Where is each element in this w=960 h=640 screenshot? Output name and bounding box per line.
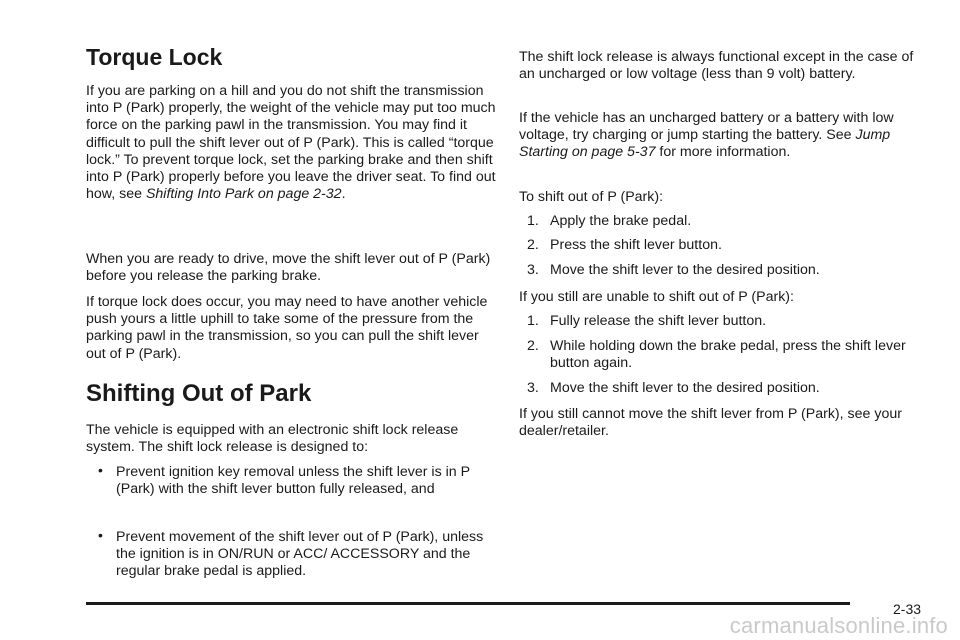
shifting-into-park-reference[interactable]: Shifting Into Park on page 2-32: [145, 186, 342, 203]
list-item: [519, 380, 931, 397]
shift-lock-release-paragraph: The shift lock release is always functional except in the case of an uncharged or low voltage (less than 9 volt) battery.: [519, 49, 914, 83]
list-item-number: 1.: [527, 213, 539, 229]
list-item-number: 3.: [527, 262, 539, 278]
uncharged-battery-end: for more information.: [655, 144, 791, 161]
list-item: [519, 213, 931, 230]
torque-lock-paragraph-1: [86, 83, 498, 203]
list-item-text: Apply the brake pedal.: [550, 213, 692, 229]
uncharged-battery-paragraph: [519, 110, 931, 162]
section-heading-torque-lock: Torque Lock: [86, 44, 223, 70]
torque-lock-paragraph-1-end: .: [341, 186, 346, 203]
list-item-text: Move the shift lever to the desired position.: [550, 380, 820, 396]
list-item: [519, 262, 931, 279]
list-item: [519, 237, 931, 254]
torque-lock-paragraph-1-text: If you are parking on a hill and you do not shift the transmission into P (Park) properly, the weight of the vehicle may put too much force on the parking pawl in the transmission. You may find it difficult to pull the shift lever out of P (Park). This is called “torque lock.” To prevent torque lock, set the parking brake and then shift into P (Park) properly before you leave the driver seat. To find out how, see: [86, 83, 496, 203]
bullet-icon: •: [98, 462, 103, 478]
page-number: 2-33: [893, 601, 922, 617]
list-item-number: 2.: [527, 338, 539, 354]
bullet-text: Prevent movement of the shift lever out of P (Park), unless the ignition is in ON/RUN or ACC/ ACCESSORY and the regular brake pedal is applied.: [116, 529, 484, 580]
watermark: carmanualsonline.info: [729, 613, 948, 638]
torque-lock-paragraph-3: If torque lock does occur, you may need to have another vehicle push yours a little uphill to take some of the pressure from the parking pawl in the transmission, so you can pull the shift lever out of P (Park).: [86, 294, 488, 362]
footer-rule: [86, 602, 850, 605]
list-item: [519, 338, 931, 372]
shift-out-list-intro: To shift out of P (Park):: [519, 189, 664, 205]
list-item-number: 3.: [527, 380, 539, 396]
list-item-text: Press the shift lever button.: [550, 237, 722, 253]
bullet-text: Prevent ignition key removal unless the shift lever is in P (Park) with the shift lever button fully released, and: [116, 464, 470, 498]
bullet-item: [86, 529, 498, 581]
uncharged-battery-text: If the vehicle has an uncharged battery or a battery with low voltage, try charging or jump starting the battery. See: [519, 110, 894, 144]
list-item-text: Move the shift lever to the desired position.: [550, 262, 820, 278]
list-item-text: Fully release the shift lever button.: [550, 313, 767, 329]
shifting-out-intro: The vehicle is equipped with an electronic shift lock release system. The shift lock release is designed to:: [86, 422, 459, 456]
jump-starting-reference[interactable]: Jump Starting on page 5-37: [519, 127, 891, 161]
bullet-item: [86, 464, 498, 498]
still-unable-list-intro: If you still are unable to shift out of P (Park):: [519, 289, 794, 305]
bullet-icon: •: [98, 527, 103, 543]
list-item-number: 2.: [527, 237, 539, 253]
section-heading-shifting-out-of-park: Shifting Out of Park: [86, 380, 312, 407]
torque-lock-paragraph-2: When you are ready to drive, move the shift lever out of P (Park) before you release the parking brake.: [86, 251, 491, 285]
list-item-text: While holding down the brake pedal, press the shift lever button again.: [550, 338, 906, 372]
list-item: [519, 313, 931, 330]
closing-paragraph: If you still cannot move the shift lever from P (Park), see your dealer/retailer.: [519, 406, 902, 440]
list-item-number: 1.: [527, 313, 539, 329]
